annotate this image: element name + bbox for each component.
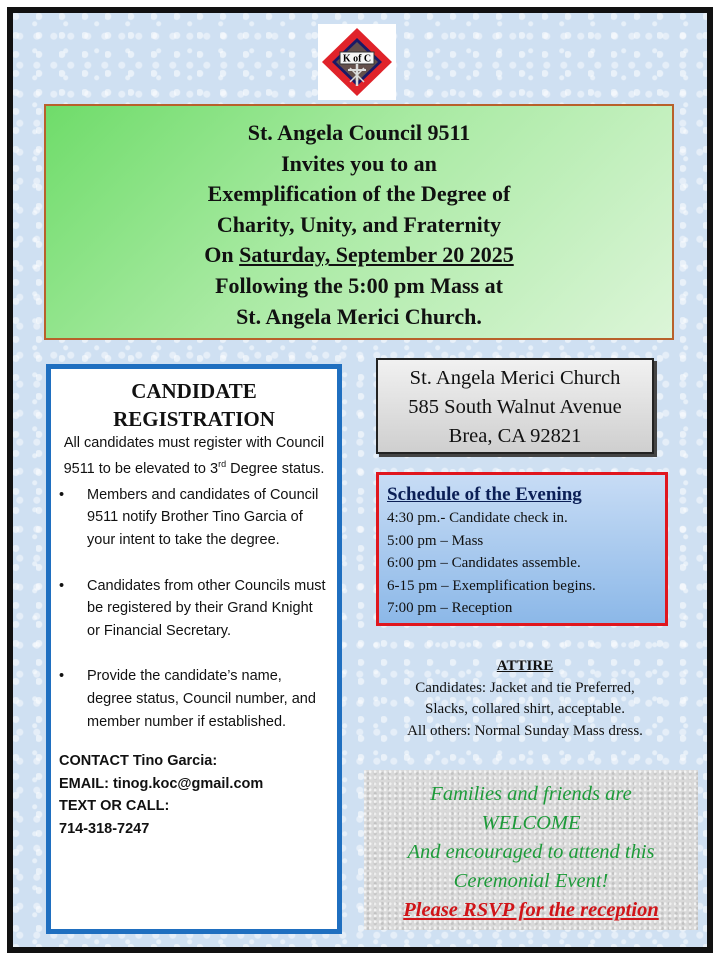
banner-invite: Invites you to an xyxy=(281,150,437,176)
list-item xyxy=(51,575,337,643)
event-banner xyxy=(44,104,674,340)
contact-email: EMAIL: tinog.koc@gmail.com xyxy=(59,775,264,792)
attire-others: All others: Normal Sunday Mass dress. xyxy=(407,722,643,739)
list-item xyxy=(51,484,337,552)
welcome-word: WELCOME xyxy=(481,812,581,834)
banner-council: St. Angela Council 9511 xyxy=(247,120,471,145)
church-address-box xyxy=(376,358,654,454)
list-item-text: Members and candidates of Council 9511 notify Brother Tino Garcia of your intent to take the degree. xyxy=(87,486,319,549)
address-street: 585 South Walnut Avenue xyxy=(408,396,622,418)
contact-text-or-call: TEXT OR CALL: xyxy=(59,798,170,815)
address-church-name: St. Angela Merici Church xyxy=(409,367,621,389)
registration-list xyxy=(51,484,337,733)
candidate-registration-panel xyxy=(46,364,342,934)
registration-title-line2: REGISTRATION xyxy=(113,407,275,431)
bullet-icon: • xyxy=(59,486,65,503)
registration-title xyxy=(51,377,337,433)
rsvp-notice: Please RSVP for the reception xyxy=(403,899,659,921)
registration-title-line1: CANDIDATE xyxy=(131,379,257,403)
bullet-icon: • xyxy=(59,668,65,685)
schedule-box xyxy=(376,472,668,626)
banner-date-prefix: On xyxy=(204,242,240,268)
registration-intro xyxy=(51,433,337,480)
banner-church: St. Angela Merici Church. xyxy=(236,303,482,329)
welcome-encouraged: And encouraged to attend this xyxy=(407,841,655,863)
schedule-row: 6-15 pm – Exemplification begins. xyxy=(387,577,596,594)
registration-intro-end: Degree status. xyxy=(226,460,325,477)
list-item xyxy=(51,665,337,733)
list-item-text: Provide the candidate’s name, degree status, Council number, and member number if established. xyxy=(87,668,316,730)
schedule-row: 5:00 pm – Mass xyxy=(387,532,484,549)
attire-candidates: Candidates: Jacket and tie Preferred, xyxy=(415,679,635,696)
welcome-event: Ceremonial Event! xyxy=(453,870,609,892)
schedule-row: 4:30 pm.- Candidate check in. xyxy=(387,510,568,526)
list-item-text: Candidates from other Councils must be registered by their Grand Knight or Financial Secretary. xyxy=(87,577,326,639)
schedule-row: 7:00 pm – Reception xyxy=(387,600,513,617)
banner-exemplification: Exemplification of the Degree of xyxy=(207,181,511,207)
registration-intro-text: All candidates must register with Council 9511 to be elevated to 3 xyxy=(63,435,325,477)
bullet-icon: • xyxy=(59,577,65,594)
schedule-heading: Schedule of the Evening xyxy=(387,484,582,505)
attire-section xyxy=(370,656,680,742)
svg-text:K of C: K of C xyxy=(342,53,372,65)
banner-mass-time: Following the 5:00 pm Mass at xyxy=(215,272,503,298)
banner-date-line xyxy=(46,240,672,271)
attire-heading: ATTIRE xyxy=(496,658,554,674)
welcome-box xyxy=(364,770,698,930)
attire-slacks: Slacks, collared shirt, acceptable. xyxy=(425,701,625,717)
schedule-row: 6:00 pm – Candidates assemble. xyxy=(387,555,581,572)
kofc-emblem-icon xyxy=(318,24,396,100)
address-city: Brea, CA 92821 xyxy=(448,425,582,447)
contact-name: CONTACT Tino Garcia: xyxy=(59,753,218,770)
registration-intro-sup: rd xyxy=(218,459,227,469)
welcome-families: Families and friends are xyxy=(430,783,632,805)
banner-degree-virtues: Charity, Unity, and Fraternity xyxy=(216,211,502,237)
contact-block xyxy=(51,750,337,840)
banner-date: Saturday, September 20 2025 xyxy=(239,242,514,268)
contact-phone: 714-318-7247 xyxy=(59,820,150,837)
